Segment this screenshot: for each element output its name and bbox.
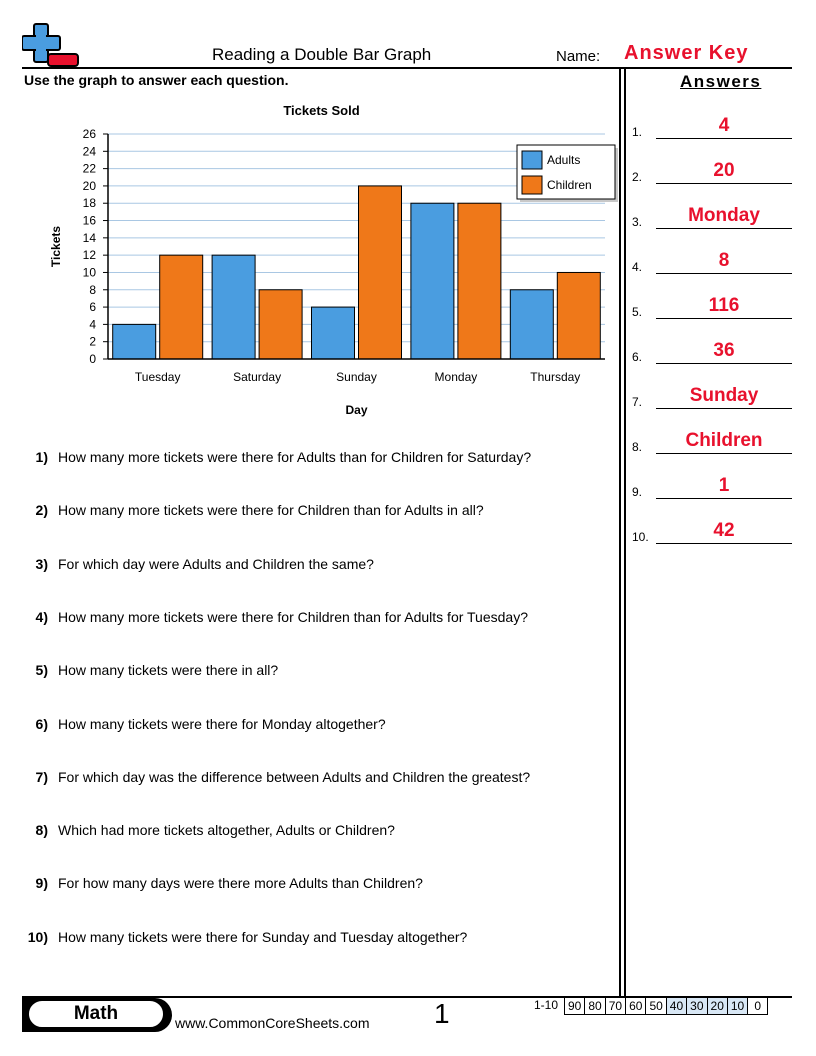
legend-label: Children [547, 178, 592, 192]
answer-value: 4 [718, 115, 730, 136]
answer-row [632, 295, 792, 319]
answer-value: 20 [713, 160, 735, 181]
x-category-label: Tuesday [134, 370, 181, 384]
answer-line [656, 408, 792, 409]
question-text: How many more tickets were there for Children than for Adults in all? [58, 502, 484, 519]
answer-number: 5. [632, 305, 643, 319]
answer-number: 10. [632, 530, 649, 544]
answer-value: 42 [713, 520, 735, 541]
instructions: Use the graph to answer each question. [24, 72, 289, 88]
answer-line [656, 228, 792, 229]
question-text: Which had more tickets altogether, Adults or Children? [58, 822, 395, 839]
score-cell: 60 [626, 998, 646, 1015]
page-number: 1 [434, 998, 450, 1029]
answer-row [632, 115, 792, 139]
y-tick-label: 18 [82, 196, 96, 211]
bar-adults [113, 324, 156, 359]
bar-children [359, 186, 402, 359]
bar-adults [212, 255, 255, 359]
x-category-label: Saturday [233, 370, 282, 384]
answer-row [632, 385, 792, 409]
question-text: For which day were Adults and Children the same? [58, 555, 374, 572]
question-text: For how many days were there more Adults than Children? [58, 875, 423, 892]
score-cell: 90 [565, 998, 585, 1015]
y-tick-label: 0 [89, 352, 96, 366]
y-tick-label: 6 [89, 300, 96, 315]
score-range-label: 1-10 [534, 998, 559, 1012]
y-tick-label: 14 [82, 230, 96, 245]
legend-swatch-children [522, 176, 542, 194]
score-cell: 40 [666, 998, 686, 1015]
question-text: How many more tickets were there for Children than for Adults for Tuesday? [58, 608, 528, 625]
score-cell: 50 [646, 998, 666, 1015]
answer-value: 116 [708, 295, 740, 316]
answer-number: 7. [632, 395, 643, 409]
x-category-label: Sunday [336, 370, 377, 384]
y-tick-label: 12 [82, 248, 96, 263]
answer-line [656, 543, 792, 544]
answer-value: Children [685, 430, 763, 451]
bar-adults [312, 307, 355, 359]
y-tick-label: 8 [89, 282, 96, 297]
question-text: How many tickets were there for Sunday and Tuesday altogether? [58, 928, 468, 945]
bar-children [557, 272, 600, 359]
answer-line [656, 453, 792, 454]
y-axis-label: Tickets [49, 225, 63, 268]
answer-value: Sunday [689, 385, 759, 406]
answer-number: 6. [632, 350, 643, 364]
column-divider [624, 69, 626, 996]
answer-row [632, 430, 792, 454]
answer-number: 4. [632, 260, 643, 274]
bar-adults [411, 203, 454, 359]
header-divider [22, 67, 792, 69]
question-number: 2) [35, 502, 48, 519]
answer-line [656, 498, 792, 499]
y-tick-label: 4 [89, 317, 96, 332]
question-number: 1) [35, 449, 48, 465]
answer-number: 8. [632, 440, 643, 454]
score-table [564, 997, 768, 1015]
legend-label: Adults [547, 153, 581, 167]
question-number: 5) [35, 662, 48, 679]
score-cell: 20 [707, 998, 727, 1015]
answer-value: 8 [718, 250, 730, 271]
question-number: 4) [35, 608, 48, 625]
answer-line [656, 183, 792, 184]
x-axis-label: Day [345, 403, 368, 417]
question-text: For which day was the difference between Adults and Children the greatest? [58, 768, 531, 785]
site-url: www.CommonCoreSheets.com [175, 1015, 370, 1031]
bar-children [458, 203, 501, 359]
answer-value: 1 [718, 475, 730, 496]
page-title: Reading a Double Bar Graph [212, 45, 432, 64]
x-category-label: Monday [434, 370, 478, 384]
answer-key-label: Answer Key [624, 42, 749, 64]
answer-number: 3. [632, 215, 643, 229]
score-cell: 10 [727, 998, 747, 1015]
bar-adults [510, 290, 553, 359]
question-number: 6) [35, 715, 48, 732]
answer-number: 1. [632, 125, 643, 139]
score-cell: 30 [687, 998, 707, 1015]
question-text: How many more tickets were there for Adults than for Children for Saturday? [58, 449, 532, 465]
answer-line [656, 138, 792, 139]
x-category-label: Thursday [530, 370, 581, 384]
chart-title: Tickets Sold [283, 103, 360, 118]
score-cell: 70 [605, 998, 625, 1015]
answer-value: Monday [688, 205, 760, 226]
legend-swatch-adults [522, 151, 542, 169]
y-tick-label: 24 [82, 144, 96, 159]
answer-number: 9. [632, 485, 643, 499]
question-number: 10) [27, 928, 48, 945]
y-tick-label: 26 [82, 127, 96, 141]
answer-line [656, 273, 792, 274]
answer-line [656, 363, 792, 364]
y-tick-label: 22 [82, 161, 96, 176]
question-number: 3) [35, 555, 48, 572]
y-tick-label: 20 [82, 178, 96, 193]
answer-row [632, 250, 792, 274]
logo-icon [22, 22, 82, 68]
answer-row [632, 160, 792, 184]
y-tick-label: 10 [82, 265, 96, 280]
subject-badge: Math [26, 998, 166, 1030]
answer-row [632, 340, 792, 364]
score-cell: 80 [585, 998, 605, 1015]
answer-row [632, 475, 792, 499]
question-number: 7) [35, 768, 48, 785]
answer-number: 2. [632, 170, 643, 184]
name-label: Name: [556, 48, 601, 65]
answers-title: Answers [680, 72, 762, 91]
question-text: How many tickets were there for Monday altogether? [58, 715, 386, 732]
answer-row [632, 520, 792, 544]
answer-value: 36 [713, 340, 735, 361]
y-tick-label: 2 [89, 334, 96, 349]
question-text: How many tickets were there in all? [58, 662, 279, 679]
bar-children [160, 255, 203, 359]
bar-children [259, 290, 302, 359]
question-number: 8) [35, 822, 48, 839]
answer-row [632, 205, 792, 229]
y-tick-label: 16 [82, 213, 96, 228]
question-number: 9) [35, 875, 48, 892]
answer-line [656, 318, 792, 319]
score-cell: 0 [748, 998, 768, 1015]
double-bar-chart [20, 95, 620, 425]
